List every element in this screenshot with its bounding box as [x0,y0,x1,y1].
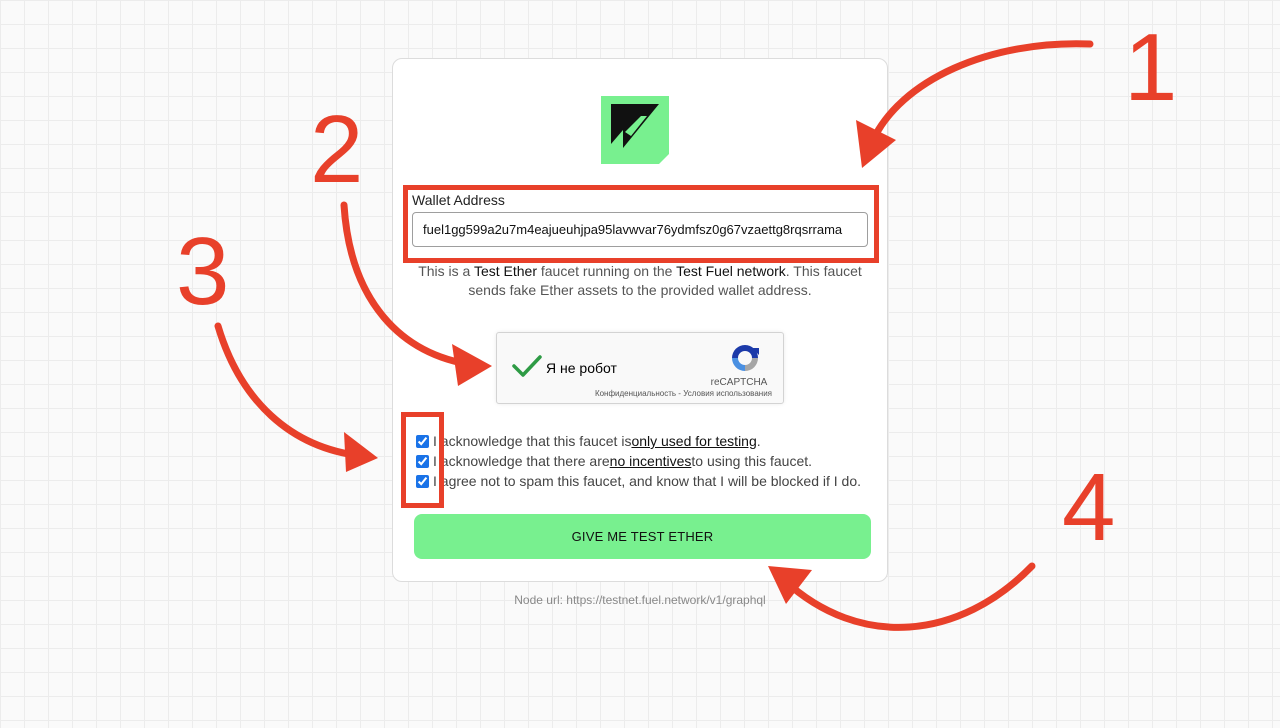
checkbox-text-before: I acknowledge that this faucet is [433,433,632,449]
checkmark-icon[interactable] [512,354,542,378]
checkbox-row-incentives[interactable] [416,452,812,470]
checkbox-row-spam[interactable] [416,472,861,490]
test-ether-text: Test Ether [473,263,537,279]
checkbox-spam[interactable] [416,475,429,488]
checkbox-testing[interactable] [416,435,429,448]
fuel-logo [601,96,669,164]
checkbox-text-before: I acknowledge that there are [433,453,610,469]
arrow-icon [872,44,1090,142]
wallet-address-input[interactable] [412,212,868,247]
give-test-ether-button[interactable]: GIVE ME TEST ETHER [414,514,871,559]
wallet-address-label: Wallet Address [412,192,505,208]
checkbox-text-after: . [756,433,761,449]
arrow-icon [218,326,362,456]
recaptcha-links[interactable]: Конфиденциальность - Условия использования [594,389,772,398]
description-part3: . This faucet sends fake Ether assets to the provided wallet address. [468,263,862,298]
step-number-1: 1 [1124,14,1178,121]
description-part2: faucet running on the [536,263,677,279]
checkbox-row-testing[interactable] [416,432,761,450]
checkbox-emphasis[interactable]: no incentives [609,453,692,469]
description-part1: This is a [418,263,474,279]
checkbox-incentives[interactable] [416,455,429,468]
checkbox-text-after: to using this faucet. [691,453,813,469]
checkbox-emphasis[interactable]: only used for testing [631,433,757,449]
test-fuel-network-text: Test Fuel network [676,263,786,279]
step-number-4: 4 [1062,454,1116,561]
node-url-text: Node url: https://testnet.fuel.network/v1/graphql [514,593,766,607]
checkbox-text-before: I agree not to spam this faucet, and know that I will be blocked if I do. [433,473,862,489]
step-number-3: 3 [176,218,230,325]
step-number-2: 2 [310,96,364,203]
recaptcha-brand: reCAPTCHA [710,377,768,388]
faucet-description [414,262,866,300]
recaptcha-icon [729,342,761,374]
arrow-icon [344,432,378,472]
recaptcha-label: Я не робот [546,360,617,376]
